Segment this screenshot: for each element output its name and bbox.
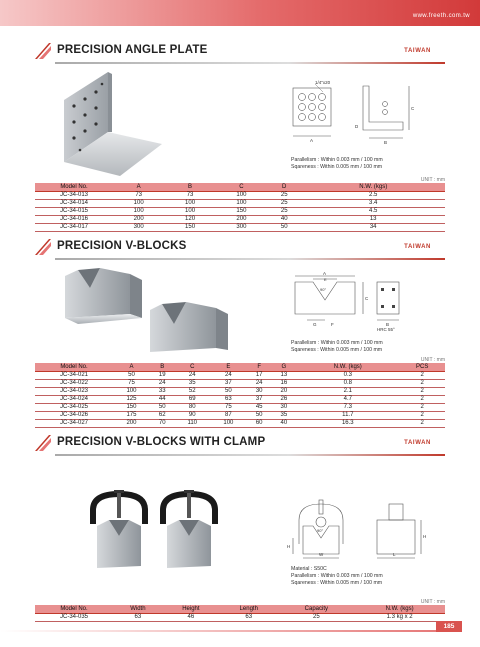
site-url: www.freeth.com.tw — [412, 13, 470, 19]
v-block-drawing — [285, 270, 415, 332]
cell: 33 — [150, 387, 175, 395]
angle-plate-table — [35, 183, 445, 232]
cell: 73 — [113, 191, 164, 199]
cell: 2 — [399, 395, 445, 403]
cell: 7.3 — [296, 403, 399, 411]
column-header: Length — [219, 605, 279, 613]
dim-l: L — [393, 552, 396, 557]
note-line: Material : S50C — [291, 566, 327, 572]
column-header: Model No. — [35, 363, 113, 371]
cell: 13 — [301, 215, 445, 223]
table-row — [35, 411, 445, 419]
cell: 63 — [219, 613, 279, 621]
table-row — [35, 223, 445, 231]
angle-label: 90° — [320, 287, 327, 292]
table-row — [35, 395, 445, 403]
cell: 100 — [216, 199, 267, 207]
hardness-label: HRC 55° — [377, 327, 395, 332]
dim-c: C — [365, 296, 369, 301]
cell: 37 — [247, 395, 272, 403]
cell: 150 — [113, 403, 150, 411]
cell: 3.4 — [301, 199, 445, 207]
angle-label: 90° — [317, 528, 324, 533]
cell: 24 — [175, 371, 210, 379]
cell: 70 — [150, 419, 175, 427]
dim-w: W — [319, 552, 324, 557]
cell: 50 — [267, 223, 301, 231]
note-line: Parallelism : Within 0.003 mm / 100 mm — [291, 573, 383, 579]
table-row — [35, 371, 445, 379]
column-header: A — [113, 183, 164, 191]
table-row — [35, 207, 445, 215]
v-blocks-photo — [60, 266, 240, 356]
column-header: N.W. (kgs) — [301, 183, 445, 191]
cell: 60 — [247, 419, 272, 427]
cell: 40 — [272, 419, 297, 427]
dim-a: A — [323, 271, 327, 276]
angle-plate-notes — [291, 157, 383, 171]
column-header: B — [164, 183, 215, 191]
cell: 35 — [175, 379, 210, 387]
cell: 69 — [175, 395, 210, 403]
table-header-row — [35, 183, 445, 191]
cell: 25 — [267, 191, 301, 199]
column-header: Height — [163, 605, 219, 613]
section-header-v-blocks-clamp — [35, 434, 445, 456]
column-header: Width — [113, 605, 163, 613]
dim-b: B — [386, 322, 390, 327]
unit-label: UNIT : mm — [420, 357, 445, 363]
column-header: C — [175, 363, 210, 371]
table-row — [35, 191, 445, 199]
cell: 46 — [163, 613, 219, 621]
cell: 17 — [247, 371, 272, 379]
section-marker-icon — [35, 435, 51, 451]
table-row — [35, 403, 445, 411]
column-header: D — [267, 183, 301, 191]
cell: 100 — [113, 207, 164, 215]
note-line: Parallelism : Within 0.003 mm / 100 mm — [291, 340, 383, 346]
section-header-v-blocks — [35, 238, 445, 260]
cell: 50 — [210, 387, 247, 395]
cell: 40 — [267, 215, 301, 223]
cell: 50 — [150, 403, 175, 411]
column-header: N.W. (kgs) — [296, 363, 399, 371]
cell: 30 — [272, 403, 297, 411]
cell: JC-34-023 — [35, 387, 113, 395]
clamp-table — [35, 605, 445, 622]
table-row — [35, 387, 445, 395]
v-block-notes — [291, 340, 383, 354]
v-block-clamp-drawing — [285, 498, 435, 560]
cell: 25 — [279, 613, 355, 621]
section-rule — [55, 62, 445, 64]
angle-plate-photo — [58, 70, 168, 180]
cell: 25 — [267, 207, 301, 215]
origin-tag: TAIWAN — [404, 440, 431, 446]
cell: 30 — [247, 387, 272, 395]
column-header: PCS — [399, 363, 445, 371]
note-line: Sqareness : Within 0.005 mm / 100 mm — [291, 164, 383, 170]
cell: 75 — [210, 403, 247, 411]
cell: JC-34-021 — [35, 371, 113, 379]
cell: 34 — [301, 223, 445, 231]
column-header: N.W. (kgs) — [354, 605, 445, 613]
cell: 75 — [113, 379, 150, 387]
cell: 50 — [113, 371, 150, 379]
cell: 16 — [272, 379, 297, 387]
cell: 52 — [175, 387, 210, 395]
dim-f: F — [331, 322, 334, 327]
cell: JC-34-014 — [35, 199, 113, 207]
cell: JC-34-013 — [35, 191, 113, 199]
dim-h-left: H — [287, 544, 291, 549]
section-rule — [55, 454, 445, 456]
cell: 100 — [113, 199, 164, 207]
cell: JC-34-026 — [35, 411, 113, 419]
cell: 100 — [113, 387, 150, 395]
origin-tag: TAIWAN — [404, 48, 431, 54]
cell: 4.7 — [296, 395, 399, 403]
cell: 73 — [164, 191, 215, 199]
table-row — [35, 613, 445, 621]
dim-c: C — [411, 106, 415, 111]
cell: 87 — [210, 411, 247, 419]
section-rule — [55, 258, 445, 260]
cell: 0.8 — [296, 379, 399, 387]
dim-d: D — [355, 124, 359, 129]
table-row — [35, 215, 445, 223]
cell: 45 — [247, 403, 272, 411]
dim-b: B — [384, 140, 388, 145]
section-title: PRECISION V-BLOCKS WITH CLAMP — [57, 436, 266, 448]
cell: 2 — [399, 371, 445, 379]
column-header: F — [247, 363, 272, 371]
note-line: Sqareness : Within 0.005 mm / 100 mm — [291, 580, 383, 586]
page-number: 185 — [436, 621, 462, 632]
column-header: E — [210, 363, 247, 371]
cell: 20 — [272, 387, 297, 395]
column-header: G — [272, 363, 297, 371]
column-header: Capacity — [279, 605, 355, 613]
cell: 80 — [175, 403, 210, 411]
cell: 2.1 — [296, 387, 399, 395]
cell: 16.3 — [296, 419, 399, 427]
table-row — [35, 379, 445, 387]
cell: 200 — [216, 215, 267, 223]
cell: 100 — [210, 419, 247, 427]
section-marker-icon — [35, 43, 51, 59]
column-header: B — [150, 363, 175, 371]
cell: 175 — [113, 411, 150, 419]
cell: 300 — [216, 223, 267, 231]
cell: 11.7 — [296, 411, 399, 419]
cell: JC-34-016 — [35, 215, 113, 223]
cell: 110 — [175, 419, 210, 427]
cell: 44 — [150, 395, 175, 403]
cell: 2 — [399, 411, 445, 419]
footer-rule — [0, 630, 454, 632]
column-header: Model No. — [35, 183, 113, 191]
cell: JC-34-015 — [35, 207, 113, 215]
cell: 35 — [272, 411, 297, 419]
section-header-angle-plate — [35, 42, 445, 64]
column-header: A — [113, 363, 150, 371]
section-marker-icon — [35, 239, 51, 255]
cell: 2 — [399, 379, 445, 387]
cell: 120 — [164, 215, 215, 223]
cell: JC-34-024 — [35, 395, 113, 403]
cell: 62 — [150, 411, 175, 419]
cell: 150 — [216, 207, 267, 215]
column-header: Model No. — [35, 605, 113, 613]
cell: JC-34-027 — [35, 419, 113, 427]
section-title: PRECISION ANGLE PLATE — [57, 44, 208, 56]
note-line: Parallelism : Within 0.003 mm / 100 mm — [291, 157, 383, 163]
cell: 63 — [113, 613, 163, 621]
dim-h: H — [423, 534, 427, 539]
cell: 24 — [210, 371, 247, 379]
cell: 100 — [216, 191, 267, 199]
cell: 24 — [150, 379, 175, 387]
v-blocks-clamp-photo — [85, 488, 235, 573]
cell: 150 — [164, 223, 215, 231]
origin-tag: TAIWAN — [404, 244, 431, 250]
cell: 19 — [150, 371, 175, 379]
cell: 13 — [272, 371, 297, 379]
cell: JC-34-035 — [35, 613, 113, 621]
unit-label: UNIT : mm — [420, 599, 445, 605]
cell: 50 — [247, 411, 272, 419]
cell: 125 — [113, 395, 150, 403]
v-block-table — [35, 363, 445, 428]
table-header-row — [35, 605, 445, 613]
dim-g: G — [313, 322, 317, 327]
cell: 26 — [272, 395, 297, 403]
cell: 25 — [267, 199, 301, 207]
cell: 200 — [113, 215, 164, 223]
cell: 0.3 — [296, 371, 399, 379]
dim-a: A — [310, 138, 314, 143]
cell: 100 — [164, 199, 215, 207]
cell: 2 — [399, 387, 445, 395]
cell: 24 — [247, 379, 272, 387]
hole-label: 1/4"x20 — [315, 80, 331, 85]
cell: 2 — [399, 419, 445, 427]
cell: 63 — [210, 395, 247, 403]
clamp-notes — [291, 566, 383, 587]
table-row — [35, 199, 445, 207]
top-banner — [0, 0, 480, 26]
cell: 4.5 — [301, 207, 445, 215]
unit-label: UNIT : mm — [420, 177, 445, 183]
cell: JC-34-025 — [35, 403, 113, 411]
dim-e: E — [324, 277, 327, 282]
cell: 300 — [113, 223, 164, 231]
column-header: C — [216, 183, 267, 191]
angle-plate-drawing — [285, 78, 415, 153]
cell: 90 — [175, 411, 210, 419]
cell: JC-34-017 — [35, 223, 113, 231]
cell: 37 — [210, 379, 247, 387]
cell: 1.3 kg x 2 — [354, 613, 445, 621]
cell: 100 — [164, 207, 215, 215]
cell: JC-34-022 — [35, 379, 113, 387]
section-title: PRECISION V-BLOCKS — [57, 240, 187, 252]
cell: 2.5 — [301, 191, 445, 199]
cell: 2 — [399, 403, 445, 411]
table-header-row — [35, 363, 445, 371]
table-row — [35, 419, 445, 427]
cell: 200 — [113, 419, 150, 427]
note-line: Sqareness : Within 0.005 mm / 100 mm — [291, 347, 383, 353]
